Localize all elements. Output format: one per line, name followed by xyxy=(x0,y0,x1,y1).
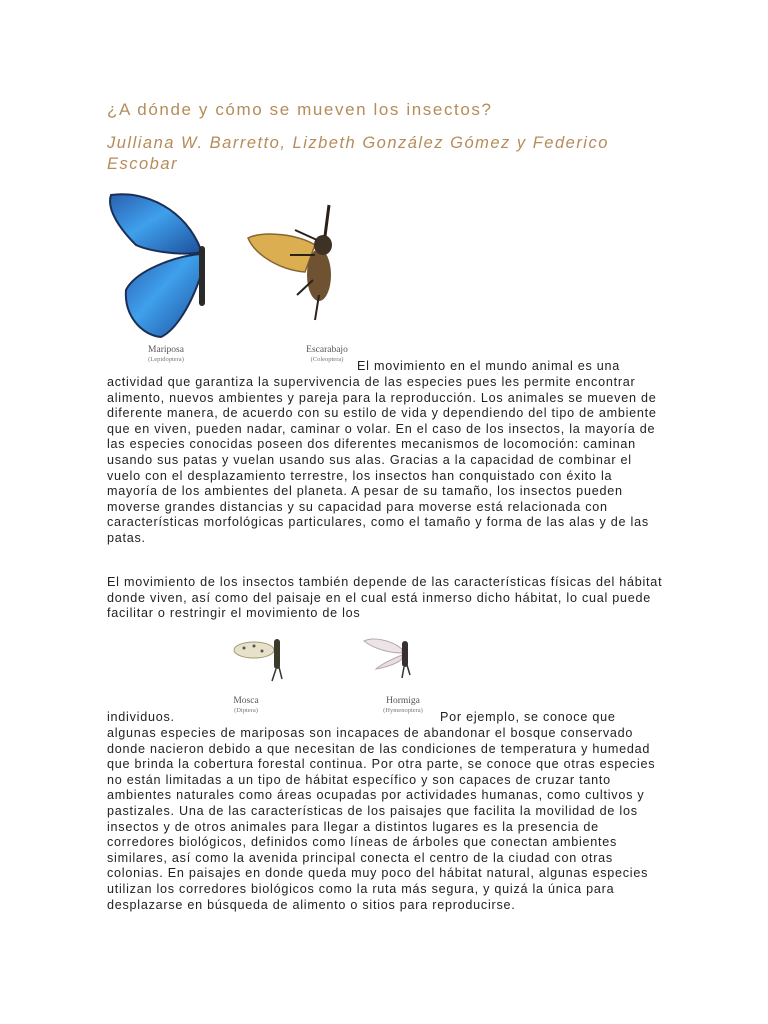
paragraph-2-rest: algunas especies de mariposas son incapaces de abandonar el bosque conservado donde nacieron debido a que necesitan de las condiciones de temperatura y humedad que brinda la cobertura forestal continua. Por otra parte, se conoce que otras especies no están limitadas a un tipo de hábitat específico y son capaces de cruzar tanto ambientes naturales como áreas ocupadas por actividades humanas, como cultivos y pastizales. Una de las características de los paisajes que facilita la movilidad de los insectos y de otros animales para llegar a distintos lugares es la presencia de corredores biológicos, definidos como líneas de árboles que conectan ambientes similares, así como la avenida principal conecta el centro de la ciudad con otras colonias. En paisajes en donde queda muy poco del hábitat natural, algunas especies utilizan los corredores biológicos como la ruta más segura, y quizá la única para desplazarse en búsqueda de alimento o sitios para reproducirse. xyxy=(107,726,656,912)
butterfly-icon xyxy=(106,190,206,340)
paragraph-2-after: Por ejemplo, se conoce que xyxy=(440,710,616,724)
ant-order: (Hymenoptera) xyxy=(383,707,423,714)
ant-name: Hormiga xyxy=(386,696,420,706)
beetle-icon xyxy=(245,200,335,325)
ant-icon xyxy=(362,635,414,680)
article-authors: Julliana W. Barretto, Lizbeth González Gómez y Federico Escobar xyxy=(107,134,609,173)
fly-caption xyxy=(216,696,276,715)
butterfly-caption xyxy=(126,345,206,364)
paragraph-1: actividad que garantiza la supervivencia de las especies pues les permite encontrar alimento, nuevos ambientes y pareja para la reproducción. Los animales se mueven de diferente manera, de acuerdo con su estilo de vida y dependiendo del tipo de ambiente que en viven, pueden nadar, caminar o volar. En el caso de los insectos, la mayoría de las especies conocidas poseen dos diferentes mecanismos de locomoción: caminan usando sus patas y vuelan usando sus alas. Gracias a la capacidad de combinar el vuelo con el desplazamiento terrestre, los insectos han conquistado con éxito la mayoría de los ambientes del planeta. A pesar de su tamaño, los insectos pueden moverse grandes distancias y su capacidad para moverse está relacionada con características morfológicas particulares, como el tamaño y forma de las alas y de las patas. xyxy=(107,375,657,545)
article-title: ¿A dónde y cómo se mueven los insectos? xyxy=(107,100,493,119)
beetle-name: Escarabajo xyxy=(306,345,348,355)
ant-caption xyxy=(368,696,438,715)
fly-name: Mosca xyxy=(233,696,259,706)
paragraph-2-word: individuos. xyxy=(107,710,175,724)
fly-order: (Diptera) xyxy=(234,707,258,714)
butterfly-name: Mariposa xyxy=(148,345,184,355)
paragraph-2-start: El movimiento de los insectos también depende de las características físicas del hábitat donde viven, así como del paisaje en el cual está inmerso dicho hábitat, lo cual puede facilitar o restringir el movimiento de los xyxy=(107,575,663,621)
beetle-order: (Coleoptera) xyxy=(310,356,344,363)
beetle-caption xyxy=(287,345,367,364)
butterfly-order: (Lepidoptera) xyxy=(148,356,184,363)
fly-icon xyxy=(232,635,284,685)
paragraph-1-start: El movimiento en el mundo animal es una xyxy=(357,359,621,373)
